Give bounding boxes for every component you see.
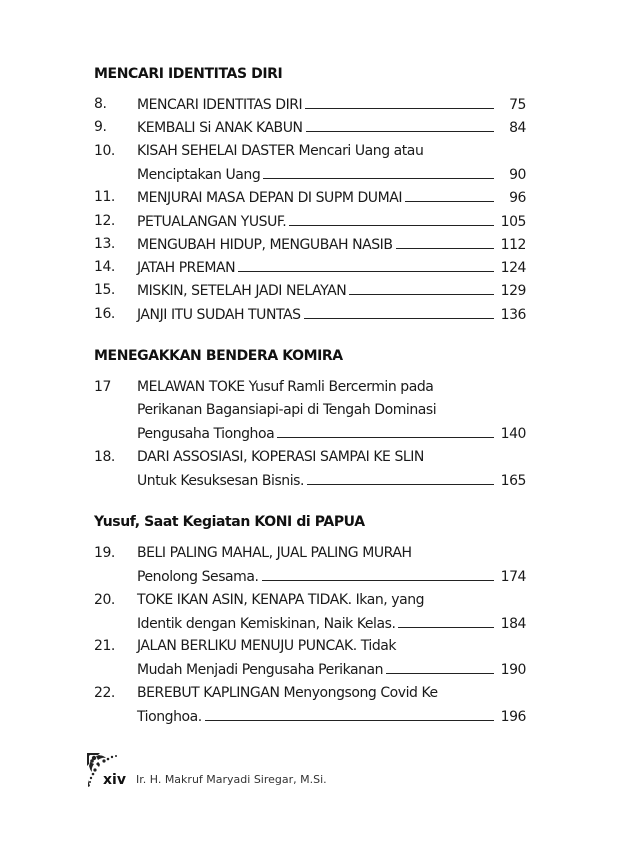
leader-line xyxy=(205,705,494,721)
entry-number: 17 xyxy=(94,379,111,395)
entry-title: JANJI ITU SUDAH TUNTAS xyxy=(137,306,301,323)
entry-number: 21. xyxy=(94,638,115,655)
toc-entry[interactable] xyxy=(94,635,526,681)
entry-title: BELI PALING MAHAL, JUAL PALING MURAH xyxy=(137,545,412,561)
page-footer xyxy=(86,752,386,792)
leader-line xyxy=(405,186,494,202)
section-heading: MENCARI IDENTITAS DIRI xyxy=(94,66,283,82)
toc-entry[interactable] xyxy=(94,446,526,492)
entry-title: MISKIN, SETELAH JADI NELAYAN xyxy=(137,283,347,300)
entry-number: 15. xyxy=(94,282,115,299)
entry-title: JATAH PREMAN xyxy=(137,260,236,277)
entry-page-number: 140 xyxy=(500,426,526,442)
toc-entry[interactable] xyxy=(94,542,526,588)
leader-line xyxy=(306,116,494,132)
leader-line xyxy=(307,469,494,485)
leader-line xyxy=(263,163,494,179)
entry-number: 14. xyxy=(94,259,115,276)
leader-line xyxy=(277,422,494,438)
entry-page-number: 184 xyxy=(500,615,526,632)
leader-line xyxy=(304,303,494,319)
entry-number: 11. xyxy=(94,189,115,206)
entry-title: Perikanan Bagansiapi-api di Tengah Dominasi xyxy=(137,402,437,418)
toc-entry[interactable] xyxy=(94,140,526,186)
toc-entry[interactable] xyxy=(94,303,526,326)
entry-title: MELAWAN TOKE Yusuf Ramli Bercermin pada xyxy=(137,379,434,395)
entry-title: Identik dengan Kemiskinan, Naik Kelas. xyxy=(137,615,396,632)
toc-entry[interactable] xyxy=(94,589,526,635)
toc-entry[interactable] xyxy=(94,233,526,256)
entry-page-number: 84 xyxy=(509,120,526,137)
entry-number: 16. xyxy=(94,305,115,322)
entry-title: JALAN BERLIKU MENUJU PUNCAK. Tidak xyxy=(137,638,397,655)
toc-entry[interactable] xyxy=(94,682,526,728)
entry-page-number: 124 xyxy=(500,260,526,277)
entry-title: KISAH SEHELAI DASTER Mencari Uang atau xyxy=(137,142,424,159)
leader-line xyxy=(386,658,494,674)
entry-title: PETUALANGAN YUSUF. xyxy=(137,213,287,230)
leader-line xyxy=(262,565,494,581)
leader-line xyxy=(305,93,494,109)
leader-line xyxy=(396,233,494,249)
toc-entry[interactable] xyxy=(94,116,526,139)
entry-title: Tionghoa. xyxy=(137,708,202,725)
entry-page-number: 136 xyxy=(500,306,526,323)
entry-number: 12. xyxy=(94,212,115,229)
entry-page-number: 105 xyxy=(500,213,526,230)
entry-title: KEMBALI Si ANAK KABUN xyxy=(137,120,303,137)
entry-page-number: 129 xyxy=(500,283,526,300)
author-name: Ir. H. Makruf Maryadi Siregar, M.Si. xyxy=(136,773,327,786)
entry-number: 22. xyxy=(94,684,115,701)
entry-page-number: 165 xyxy=(500,472,526,489)
entry-title: Penolong Sesama. xyxy=(137,569,259,585)
entry-title: DARI ASSOSIASI, KOPERASI SAMPAI KE SLIN xyxy=(137,448,424,465)
entry-number: 9. xyxy=(94,119,107,136)
toc-entry[interactable] xyxy=(94,256,526,279)
leader-line xyxy=(289,210,494,226)
entry-page-number: 96 xyxy=(509,190,526,207)
entry-title: Pengusaha Tionghoa xyxy=(137,426,275,442)
entry-page-number: 190 xyxy=(500,662,526,679)
entry-title: MENJURAI MASA DEPAN DI SUPM DUMAI xyxy=(137,190,403,207)
entry-page-number: 112 xyxy=(500,236,526,253)
entry-title: TOKE IKAN ASIN, KENAPA TIDAK. Ikan, yang xyxy=(137,591,425,608)
entry-title: BEREBUT KAPLINGAN Menyongsong Covid Ke xyxy=(137,684,438,701)
entry-page-number: 196 xyxy=(500,708,526,725)
leader-line xyxy=(238,256,494,272)
entry-title: Untuk Kesuksesan Bisnis. xyxy=(137,472,305,489)
entry-title: Menciptakan Uang xyxy=(137,166,261,183)
leader-line xyxy=(398,612,494,628)
entry-number: 19. xyxy=(94,545,115,561)
entry-title: MENCARI IDENTITAS DIRI xyxy=(137,97,303,113)
entry-number: 10. xyxy=(94,142,115,159)
leader-line xyxy=(349,279,494,295)
toc-entry[interactable] xyxy=(94,186,526,209)
entry-number: 20. xyxy=(94,591,115,608)
toc-entry[interactable] xyxy=(94,93,526,116)
toc-entry[interactable] xyxy=(94,376,526,445)
entry-title: MENGUBAH HIDUP, MENGUBAH NASIB xyxy=(137,236,393,253)
section-heading: MENEGAKKAN BENDERA KOMIRA xyxy=(94,348,343,364)
entry-page-number: 90 xyxy=(509,166,526,183)
entry-page-number: 75 xyxy=(509,97,526,113)
toc-entry[interactable] xyxy=(94,279,526,302)
entry-number: 18. xyxy=(94,448,115,465)
section-heading: Yusuf, Saat Kegiatan KONI di PAPUA xyxy=(94,514,365,530)
entry-page-number: 174 xyxy=(500,569,526,585)
entry-number: 13. xyxy=(94,235,115,252)
page-number: xiv xyxy=(103,772,126,788)
toc-entry[interactable] xyxy=(94,210,526,233)
entry-number: 8. xyxy=(94,96,107,112)
entry-title: Mudah Menjadi Pengusaha Perikanan xyxy=(137,662,384,679)
